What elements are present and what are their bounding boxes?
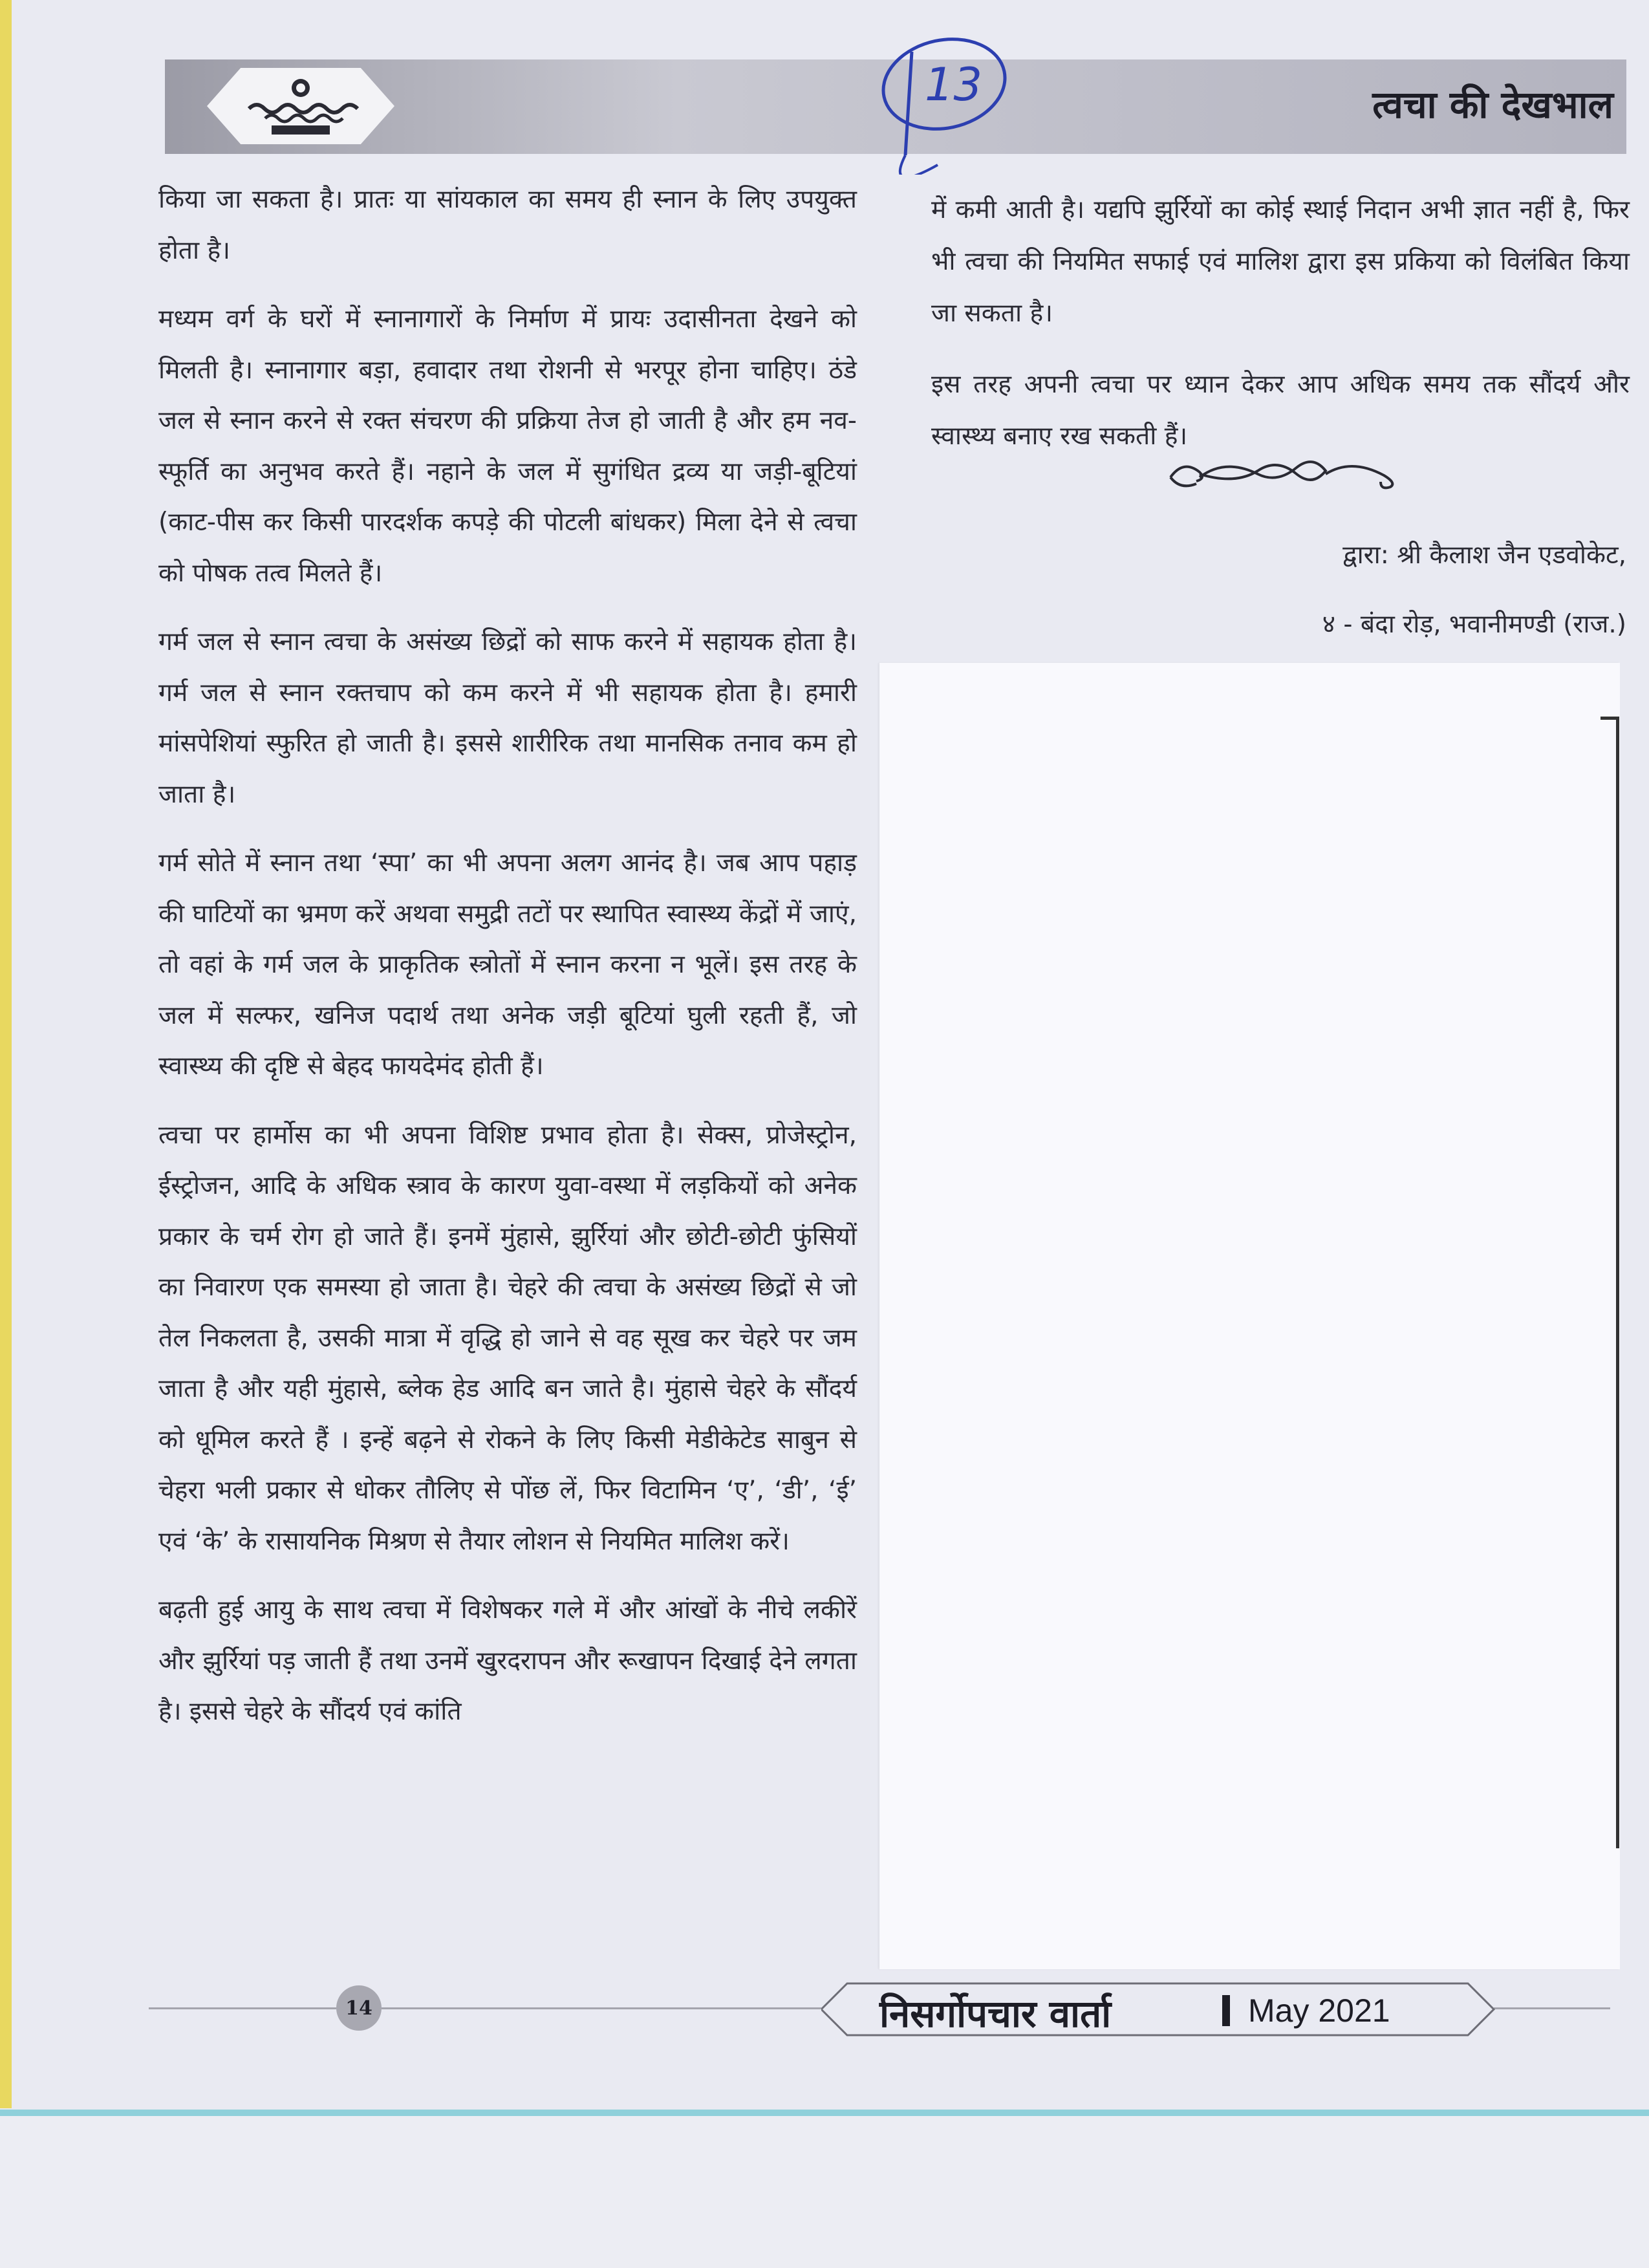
stamp-number: 13	[925, 58, 983, 111]
author-address: ४ - बंदा रोड़, भवानीमण्डी (राज.)	[1322, 610, 1626, 639]
paragraph: बढ़ती हुई आयु के साथ त्वचा में विशेषकर गले में और आंखों के नीचे लकीरें और झुर्रियां पड़ जाती हैं तथा उनमें खुरदरापन और रूखापन दिखाई देने लगता है। इससे चेहरे के सौंदर्य एवं कांति	[158, 1595, 857, 1726]
ornament-divider	[1164, 451, 1410, 503]
bracket-mark	[1600, 717, 1619, 1848]
paragraph: मध्यम वर्ग के घरों में स्नानागारों के निर्माण में प्रायः उदासीनता देखने को मिलती है। स्नानागार बड़ा, हवादार तथा रोशनी से भरपूर होना चाहिए। ठंडे जल से स्नान करने से रक्त संचरण की प्रक्रिया तेज हो जाती है और हम नव-स्फूर्ति का अनुभव करते हैं। नहाने के जल में सुगंधित द्रव्य या जड़ी-बूटियां (काट-पीस कर किसी पारदर्शक कपड़े की पोटली बांधकर) मिला देने से त्वचा को पोषक तत्व मिलते हैं।	[158, 305, 857, 588]
paragraph: किया जा सकता है। प्रातः या सांयकाल का समय ही स्नान के लिए उपयुक्त होता है।	[158, 185, 857, 265]
footer-separator	[1222, 1995, 1230, 2026]
footer-rule-middle	[382, 2007, 821, 2009]
section-title: त्वचा की देखभाल	[1372, 83, 1613, 127]
magazine-title: निसर्गोपचार वार्ता	[879, 1992, 1112, 2036]
paragraph: इस तरह अपनी त्वचा पर ध्यान देकर आप अधिक समय तक सौंदर्य और स्वास्थ्य बनाए रख सकती हैं।	[931, 370, 1630, 451]
author-name: द्वारा: श्री कैलाश जैन एडवोकेट,	[1342, 541, 1626, 570]
page-edge	[0, 0, 12, 2108]
sun-waves-logo	[230, 70, 372, 141]
scan-margin	[0, 2110, 1649, 2268]
footer-rule-left	[149, 2007, 336, 2009]
left-column	[158, 175, 857, 1756]
issue-date: May 2021	[1248, 1993, 1390, 2029]
scan-edge-line	[0, 2110, 1649, 2116]
paragraph: में कमी आती है। यद्यपि झुर्रियों का कोई स्थाई निदान अभी ज्ञात नहीं है, फिर भी त्वचा की नियमित सफाई एवं मालिश द्वारा इस प्रकिया को विलंबित किया जा सकता है।	[931, 195, 1630, 328]
page-number: 14	[336, 1985, 382, 2031]
right-column	[931, 184, 1630, 482]
paragraph: गर्म जल से स्नान त्वचा के असंख्य छिद्रों को साफ करने में सहायक होता है। गर्म जल से स्नान रक्तचाप को कम करने में भी सहायक होता है। हमारी मांसपेशियां स्फुरित हो जाती है। इससे शारीरिक तथा मानसिक तनाव कम हो जाता है।	[158, 627, 857, 809]
ink-stamp-mark	[860, 26, 1028, 175]
footer-rule-right	[1494, 2007, 1610, 2009]
paragraph: गर्म सोते में स्नान तथा ‘स्पा’ का भी अपना अलग आनंद है। जब आप पहाड़ की घाटियों का भ्रमण करें अथवा समुद्री तटों पर स्थापित स्वास्थ्य केंद्रों में जाएं, तो वहां के गर्म जल के प्राकृतिक स्त्रोतों में स्नान करना न भूलें। इस तरह के जल में सल्फर, खनिज पदार्थ तथा अनेक जड़ी बूटियां घुली रहती हैं, जो स्वास्थ्य की दृष्टि से बेहद फायदेमंद होती हैं।	[158, 848, 857, 1081]
pasted-paper-sheet	[879, 663, 1620, 1969]
paragraph: त्वचा पर हार्मोस का भी अपना विशिष्ट प्रभाव होता है। सेक्स, प्रोजेस्ट्रोन, ईस्ट्रोजन, आदि के अधिक स्त्राव के कारण युवा-वस्था में लड़कियों को अनेक प्रकार के चर्म रोग हो जाते हैं। इनमें मुंहासे, झुर्रियां और छोटी-छोटी फुंसियों का निवारण एक समस्या हो जाता है। चेहरे की त्वचा के असंख्य छिद्रों से जो तेल निकलता है, उसकी मात्रा में वृद्धि हो जाने से वह सूख कर चेहरे पर जम जाता है और यही मुंहासे, ब्लेक हेड आदि बन जाते है। मुंहासे चेहरे के सौंदर्य को धूमिल करते हैं । इन्हें बढ़ने से रोकने के लिए किसी मेडीकेटेड साबुन से चेहरा भली प्रकार से धोकर तौलिए से पोंछ लें, फिर विटामिन ‘ए’, ‘डी’, ‘ई’ एवं ‘के’ के रासायनिक मिश्रण से तैयार लोशन से नियमित मालिश करें।	[158, 1120, 857, 1556]
